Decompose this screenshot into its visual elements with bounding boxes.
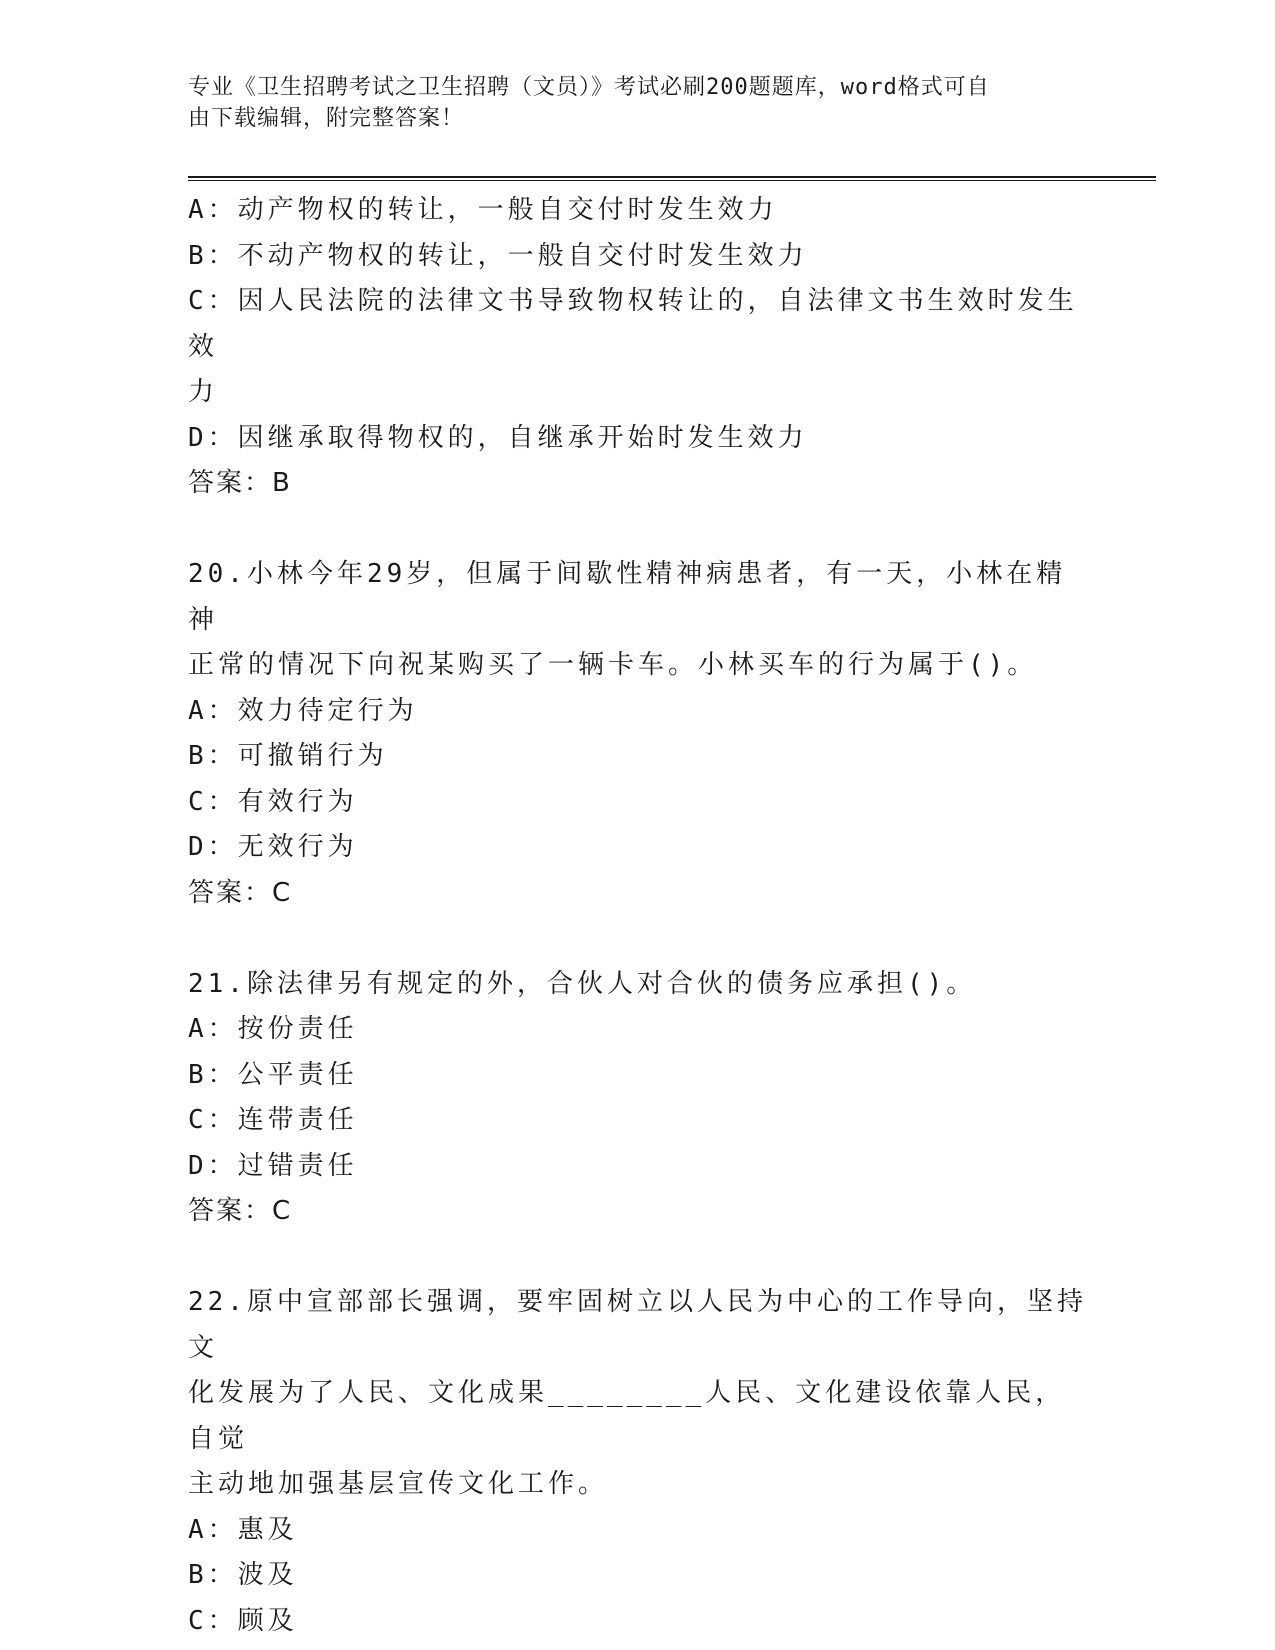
option-a: A：动产物权的转让，一般自交付时发生效力 <box>188 195 778 225</box>
answer: 答案：C <box>188 877 293 908</box>
answer: 答案：C <box>188 1196 293 1226</box>
option-c: C：顾及 <box>188 1605 298 1636</box>
option-c: C：有效行为 <box>188 786 358 817</box>
question-stem: 21.除法律另有规定的外，合伙人对合伙的债务应承担()。 <box>188 968 977 999</box>
option-b: B：公平责任 <box>188 1059 358 1090</box>
option-c: C：连带责任 <box>188 1105 358 1135</box>
header-divider <box>188 176 1156 181</box>
question-stem-continued: 化发展为了人民、文化成果________人民、文化建设依靠人民，自觉 <box>188 1378 1066 1454</box>
answer: 答案：B <box>188 468 292 498</box>
option-d: D：因继承取得物权的，自继承开始时发生效力 <box>188 422 808 453</box>
question-21 <box>188 962 1088 1235</box>
option-a: A：按份责任 <box>188 1014 358 1044</box>
option-b: B：不动产物权的转让，一般自交付时发生效力 <box>188 240 808 271</box>
header-line-1: 专业《卫生招聘考试之卫生招聘（文员）》考试必刷200题题库，word格式可自 <box>188 75 990 100</box>
question-stem-continued: 主动地加强基层宣传文化工作。 <box>188 1469 609 1499</box>
spacer <box>188 1235 1088 1281</box>
question-stem: 22.原中宣部部长强调，要牢固树立以人民为中心的工作导向，坚持文 <box>188 1287 1087 1363</box>
option-a: A：效力待定行为 <box>188 695 418 726</box>
question-19-continued <box>188 188 1088 507</box>
question-stem-continued: 正常的情况下向祝某购买了一辆卡车。小林买车的行为属于()。 <box>188 650 1038 680</box>
option-a: A：惠及 <box>188 1514 298 1545</box>
header-line-2: 由下载编辑，附完整答案！ <box>188 106 465 131</box>
option-c-continued: 力 <box>188 377 219 407</box>
question-stem: 20.小林今年29岁，但属于间歇性精神病患者，有一天，小林在精神 <box>188 559 1067 635</box>
option-d: D：无效行为 <box>188 832 358 862</box>
spacer <box>188 916 1088 962</box>
option-d: D：过错责任 <box>188 1150 358 1181</box>
option-b: B：可撤销行为 <box>188 741 388 771</box>
option-c: C：因人民法院的法律文书导致物权转让的，自法律文书生效时发生效 <box>188 286 1078 362</box>
option-b: B：波及 <box>188 1560 298 1590</box>
question-list <box>188 188 1088 1644</box>
question-22 <box>188 1280 1088 1644</box>
question-20 <box>188 552 1088 916</box>
page-header <box>188 72 1068 134</box>
spacer <box>188 507 1088 553</box>
